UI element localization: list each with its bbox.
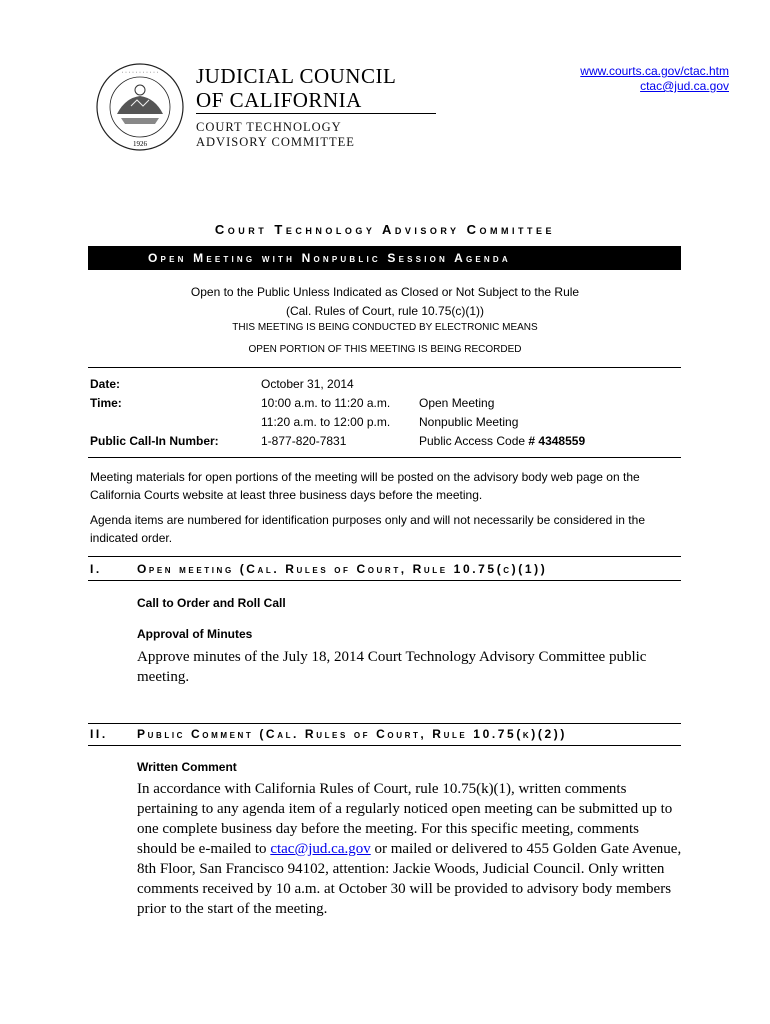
agenda-title-bar: Open Meeting with Nonpublic Session Agenda (88, 246, 681, 270)
section-1-bottom-rule (88, 580, 681, 581)
section-2-numeral: II. (90, 727, 108, 741)
organization-name-line1: JUDICIAL COUNCIL (196, 64, 397, 88)
section-2-bottom-rule (88, 745, 681, 746)
call-in-number: 1-877-820-7831 (261, 434, 347, 448)
committee-title: Court Technology Advisory Committee (214, 222, 556, 237)
organization-name (196, 64, 396, 112)
committee-name (196, 120, 355, 150)
section-1-numeral: I. (90, 562, 102, 576)
electronic-means-notice: THIS MEETING IS BEING CONDUCTED BY ELECTRONIC MEANS (232, 322, 538, 333)
date-value: October 31, 2014 (261, 377, 354, 391)
written-comment-heading: Written Comment (137, 760, 237, 774)
date-label: Date: (90, 377, 121, 391)
time-slot-2-description: Nonpublic Meeting (419, 415, 519, 429)
svg-text:· · · · · · · · · · ·: · · · · · · · · · · · (121, 70, 159, 76)
public-notice-line2: (Cal. Rules of Court, rule 10.75(c)(1)) (285, 304, 485, 318)
header-divider (196, 113, 436, 114)
info-bottom-rule (88, 457, 681, 458)
approval-of-minutes-heading: Approval of Minutes (137, 627, 253, 641)
written-comment-text-end: or mailed or delivered to 455 Golden Gate Avenue, 8th Floor, San Francisco 94102, attention: Jackie Woods, Judicial Council. Only written comments received by 10 a.m. at October 30 will be provided to advisory body members prior to the start of the meeting. (137, 841, 682, 917)
time-label: Time: (90, 396, 122, 410)
header-links (580, 64, 729, 94)
call-in-label: Public Call-In Number: (90, 434, 219, 448)
call-to-order-heading: Call to Order and Roll Call (137, 596, 286, 610)
access-code (419, 434, 585, 448)
public-notice (0, 283, 770, 321)
committee-name-line2: ADVISORY COMMITTEE (196, 135, 355, 149)
section-1-title: Open meeting (Cal. Rules of Court, Rule 10.75(c)(1)) (137, 562, 548, 576)
numbering-note: Agenda items are numbered for identification purposes only and will not necessarily be considered in the indicated order. (90, 513, 645, 545)
written-comment-text (137, 779, 682, 919)
info-top-rule (88, 367, 681, 368)
recording-notice: OPEN PORTION OF THIS MEETING IS BEING RECORDED (248, 344, 522, 355)
time-slot-1-description: Open Meeting (419, 396, 495, 410)
email-link[interactable]: ctac@jud.ca.gov (640, 79, 729, 93)
materials-note: Meeting materials for open portions of the meeting will be posted on the advisory body web page on the California Courts website at least three business days before the meeting. (90, 470, 640, 502)
access-code-value: # 4348559 (528, 434, 586, 448)
section-2-title: Public Comment (Cal. Rules of Court, Rule 10.75(k)(2)) (137, 727, 567, 741)
organization-name-line2: OF CALIFORNIA (196, 88, 362, 112)
approval-of-minutes-text: Approve minutes of the July 18, 2014 Court Technology Advisory Committee public meeting. (137, 649, 647, 685)
judicial-council-seal-logo (95, 62, 185, 152)
written-comment-email-link[interactable]: ctac@jud.ca.gov (270, 841, 371, 857)
section-2-top-rule (88, 723, 681, 724)
section-1-top-rule (88, 556, 681, 557)
website-link[interactable]: www.courts.ca.gov/ctac.htm (580, 64, 729, 78)
written-comment-text-start: In accordance with California Rules of Court, rule 10.75(k)(1), written comments pertaining to any agenda item of a regularly noticed open meeting can be submitted up to one complete business day before the meeting. For this specific meeting, comments should be e-mailed to (137, 781, 673, 857)
committee-name-line1: COURT TECHNOLOGY (196, 120, 342, 134)
access-code-prefix: Public Access Code (419, 434, 529, 448)
public-notice-line1: Open to the Public Unless Indicated as Closed or Not Subject to the Rule (190, 285, 580, 299)
time-slot-2: 11:20 a.m. to 12:00 p.m. (261, 415, 391, 429)
time-slot-1: 10:00 a.m. to 11:20 a.m. (261, 396, 391, 410)
seal-year: 1926 (133, 140, 147, 148)
